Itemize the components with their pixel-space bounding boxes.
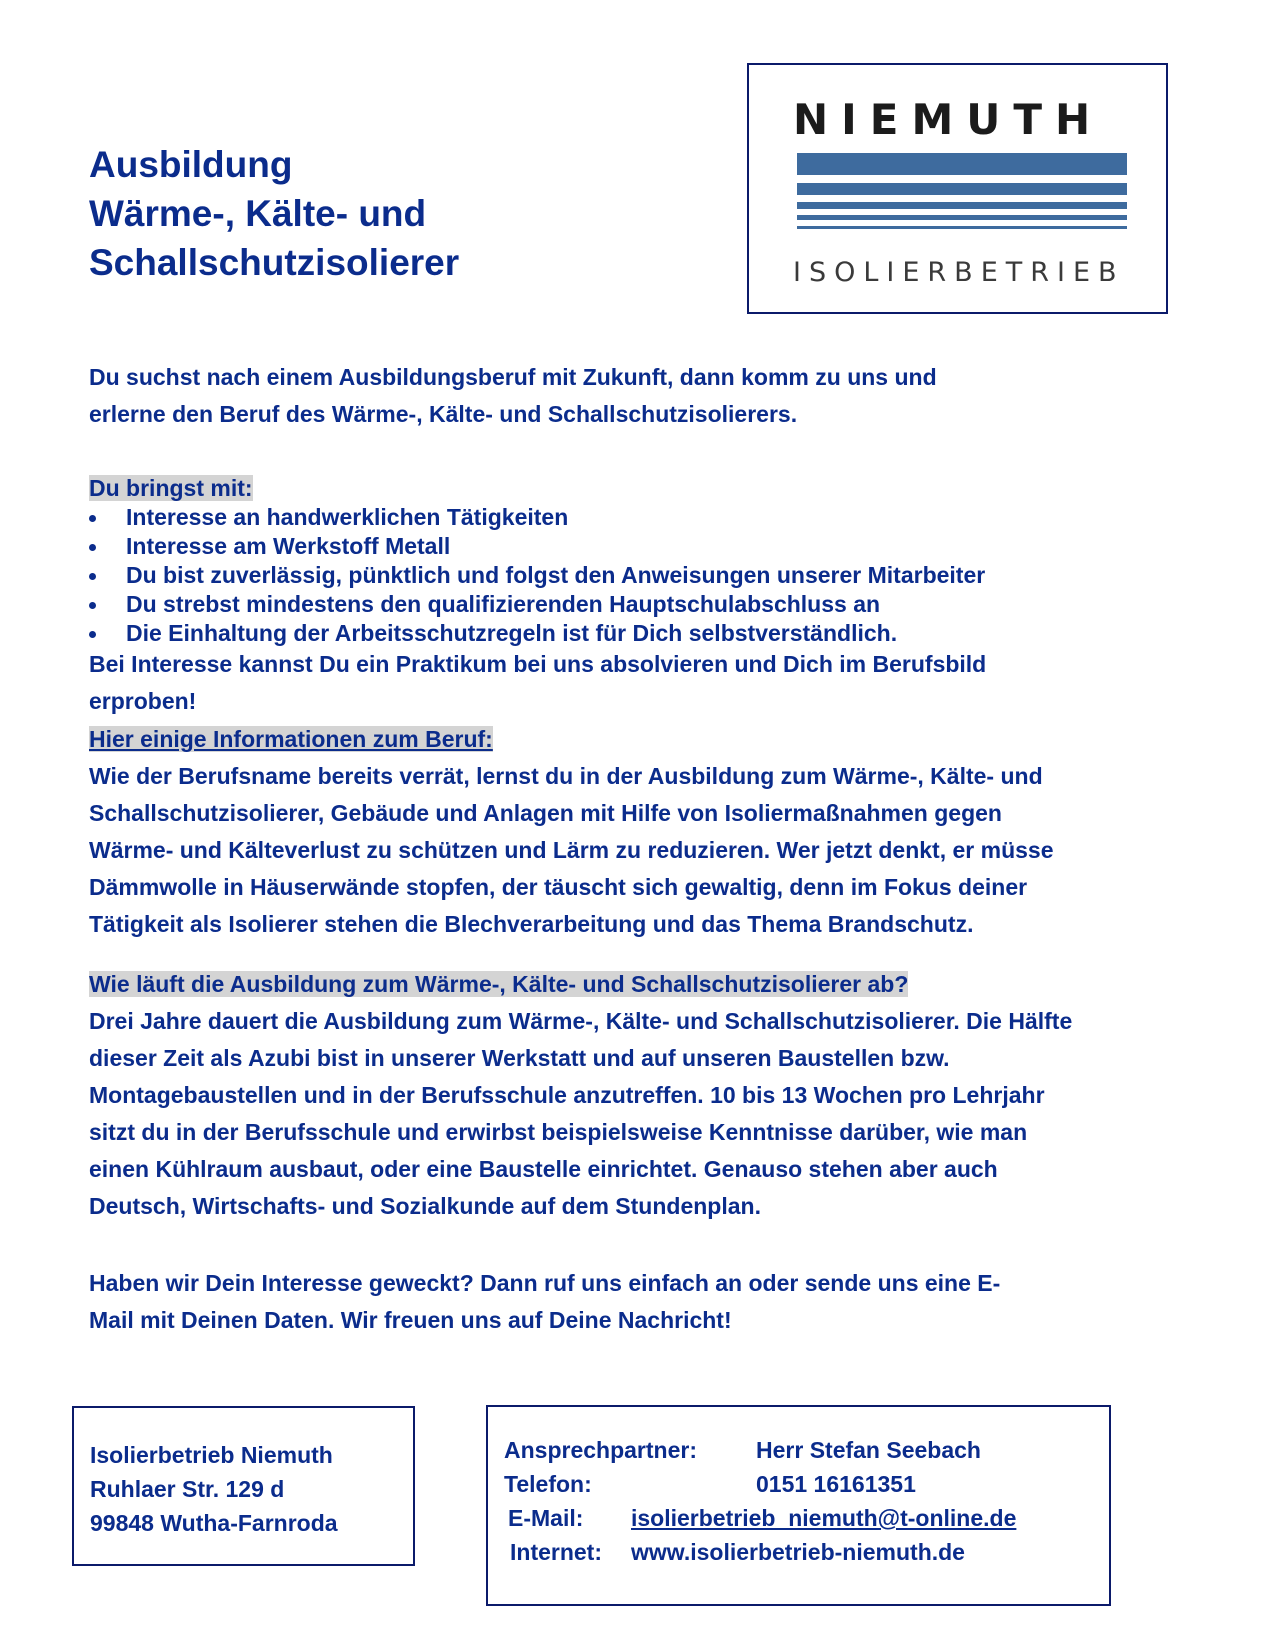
intro-line: Du suchst nach einem Ausbildungsberuf mit Zukunft, dann komm zu uns und xyxy=(89,364,937,390)
closing-line: Mail mit Deinen Daten. Wir freuen uns auf Deine Nachricht! xyxy=(89,1307,732,1333)
contact-person: Herr Stefan Seebach xyxy=(756,1437,981,1463)
process-line: sitzt du in der Berufsschule und erwirbst beispielsweise Kenntnisse darüber, wie man xyxy=(89,1119,1028,1145)
intro-line: erlerne den Beruf des Wärme-, Kälte- und Schallschutzisolierers. xyxy=(89,401,798,427)
process-line: Deutsch, Wirtschafts- und Sozialkunde auf dem Stundenplan. xyxy=(89,1193,761,1219)
requirements-heading: Du bringst mit: xyxy=(89,475,253,501)
company-logo xyxy=(747,63,1168,314)
contact-box xyxy=(486,1405,1111,1606)
email-link[interactable]: isolierbetrieb_niemuth@t-online.de xyxy=(631,1505,1017,1531)
internship-line: erproben! xyxy=(89,688,197,714)
logo-subtitle: ISOLIERBETRIEB xyxy=(793,257,1125,288)
bullet-icon xyxy=(89,631,96,638)
phone-number: 0151 16161351 xyxy=(756,1471,916,1497)
info-line: Wärme- und Kälteverlust zu schützen und Lärm zu reduzieren. Wer jetzt denkt, er müsse xyxy=(89,837,1054,863)
closing-line: Haben wir Dein Interesse geweckt? Dann ruf uns einfach an oder sende uns eine E- xyxy=(89,1270,1001,1296)
process-line: dieser Zeit als Azubi bist in unserer Werkstatt und auf unseren Baustellen bzw. xyxy=(89,1045,950,1071)
process-section xyxy=(89,966,1199,1225)
info-line: Wie der Berufsname bereits verrät, lernst du in der Ausbildung zum Wärme-, Kälte- und xyxy=(89,763,1043,789)
process-heading: Wie läuft die Ausbildung zum Wärme-, Kälte- und Schallschutzisolierer ab? xyxy=(89,971,909,997)
info-section xyxy=(89,721,1199,943)
logo-stripe xyxy=(797,183,1127,195)
title-line-1: Ausbildung xyxy=(89,144,293,185)
list-item: Du strebst mindestens den qualifizierenden Hauptschulabschluss an xyxy=(89,590,1199,619)
address-box xyxy=(72,1406,415,1566)
info-line: Tätigkeit als Isolierer stehen die Blechverarbeitung und das Thema Brandschutz. xyxy=(89,911,974,937)
process-line: einen Kühlraum ausbaut, oder eine Baustelle einrichtet. Genauso stehen aber auch xyxy=(89,1156,998,1182)
intro-paragraph xyxy=(89,359,1199,433)
bullet-icon xyxy=(89,515,96,522)
info-heading: Hier einige Informationen zum Beruf: xyxy=(89,726,493,752)
list-item: Du bist zuverlässig, pünktlich und folgst den Anweisungen unserer Mitarbeiter xyxy=(89,561,1199,590)
phone-label: Telefon: xyxy=(504,1471,592,1497)
list-item: Interesse am Werkstoff Metall xyxy=(89,532,1199,561)
title-line-3: Schallschutzisolierer xyxy=(89,242,460,283)
company-name: Isolierbetrieb Niemuth xyxy=(90,1442,333,1468)
city-address: 99848 Wutha-Farnroda xyxy=(90,1510,338,1536)
closing-paragraph xyxy=(89,1265,1199,1339)
bullet-icon xyxy=(89,544,96,551)
logo-stripe xyxy=(797,215,1127,220)
list-item: Die Einhaltung der Arbeitsschutzregeln ist für Dich selbstverständlich. xyxy=(89,619,1199,648)
street-address: Ruhlaer Str. 129 d xyxy=(90,1476,285,1502)
contact-person-label: Ansprechpartner: xyxy=(504,1437,697,1463)
page-title xyxy=(89,140,459,287)
info-line: Dämmwolle in Häuserwände stopfen, der täuscht sich gewaltig, denn im Fokus deiner xyxy=(89,874,1028,900)
process-line: Drei Jahre dauert die Ausbildung zum Wärme-, Kälte- und Schallschutzisolierer. Die Hälfte xyxy=(89,1008,1073,1034)
website-link[interactable]: www.isolierbetrieb-niemuth.de xyxy=(631,1539,965,1565)
requirements-section xyxy=(89,474,1199,648)
internship-paragraph xyxy=(89,646,1199,720)
internship-line: Bei Interesse kannst Du ein Praktikum bei uns absolvieren und Dich im Berufsbild xyxy=(89,651,987,677)
title-line-2: Wärme-, Kälte- und xyxy=(89,193,427,234)
email-label: E-Mail: xyxy=(508,1505,584,1531)
bullet-icon xyxy=(89,573,96,580)
process-line: Montagebaustellen und in der Berufsschule anzutreffen. 10 bis 13 Wochen pro Lehrjahr xyxy=(89,1082,1045,1108)
web-label: Internet: xyxy=(510,1539,602,1565)
logo-wordmark: NIEMUTH xyxy=(793,95,1104,144)
info-line: Schallschutzisolierer, Gebäude und Anlagen mit Hilfe von Isoliermaßnahmen gegen xyxy=(89,800,1002,826)
logo-stripe xyxy=(797,202,1127,209)
requirements-list xyxy=(89,503,1199,648)
logo-stripe xyxy=(797,226,1127,229)
logo-stripe xyxy=(797,153,1127,175)
bullet-icon xyxy=(89,602,96,609)
list-item: Interesse an handwerklichen Tätigkeiten xyxy=(89,503,1199,532)
